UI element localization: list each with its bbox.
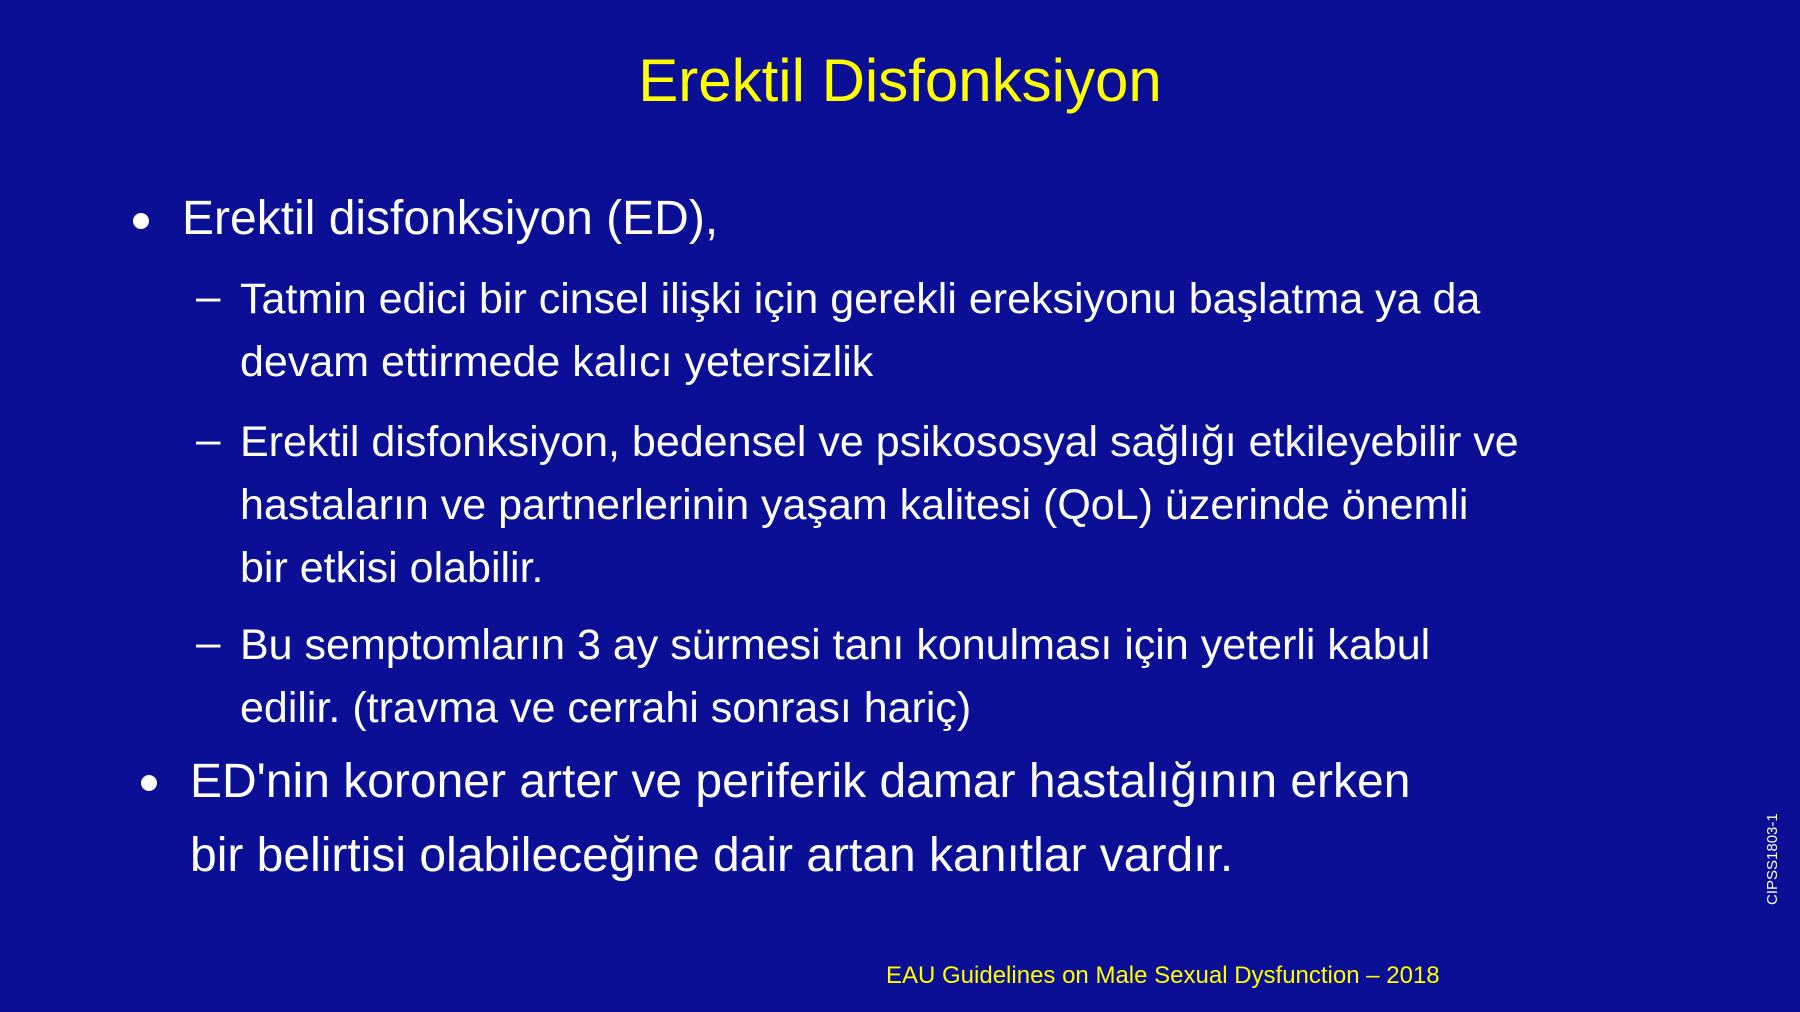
sub-2-line-3: bir etkisi olabilir. xyxy=(240,544,544,592)
slide-footer-citation: EAU Guidelines on Male Sexual Dysfunction – 2018 xyxy=(886,962,1440,989)
sub-3-line-1: Bu semptomların 3 ay sürmesi tanı konulması için yeterli kabul xyxy=(240,621,1431,669)
slide-title: Erektil Disfonksiyon xyxy=(638,47,1162,114)
bullet-2-line-1: ED'nin koroner arter ve periferik damar hastalığının erken xyxy=(190,755,1411,808)
dash-icon: – xyxy=(196,272,221,321)
sub-1-line-2: devam ettirmede kalıcı yetersizlik xyxy=(240,338,874,386)
sub-1-line-1: Tatmin edici bir cinsel ilişki için gerekli ereksiyonu başlatma ya da xyxy=(240,275,1481,323)
sub-2-line-1: Erektil disfonksiyon, bedensel ve psikososyal sağlığı etkileyebilir ve xyxy=(240,418,1519,466)
bullet-1-text: Erektil disfonksiyon (ED), xyxy=(182,192,719,245)
bullet-2-line-2: bir belirtisi olabileceğine dair artan kanıtlar vardır. xyxy=(190,829,1234,882)
bullet-dot xyxy=(141,775,157,791)
slide-reference-code: CIPSS1803-1 xyxy=(1764,813,1781,905)
dash-icon: – xyxy=(196,415,221,464)
dash-icon: – xyxy=(196,618,221,667)
bullet-dot xyxy=(133,213,149,229)
sub-3-line-2: edilir. (travma ve cerrahi sonrası hariç) xyxy=(240,684,972,732)
sub-2-line-2: hastaların ve partnerlerinin yaşam kalitesi (QoL) üzerinde önemli xyxy=(240,481,1469,529)
